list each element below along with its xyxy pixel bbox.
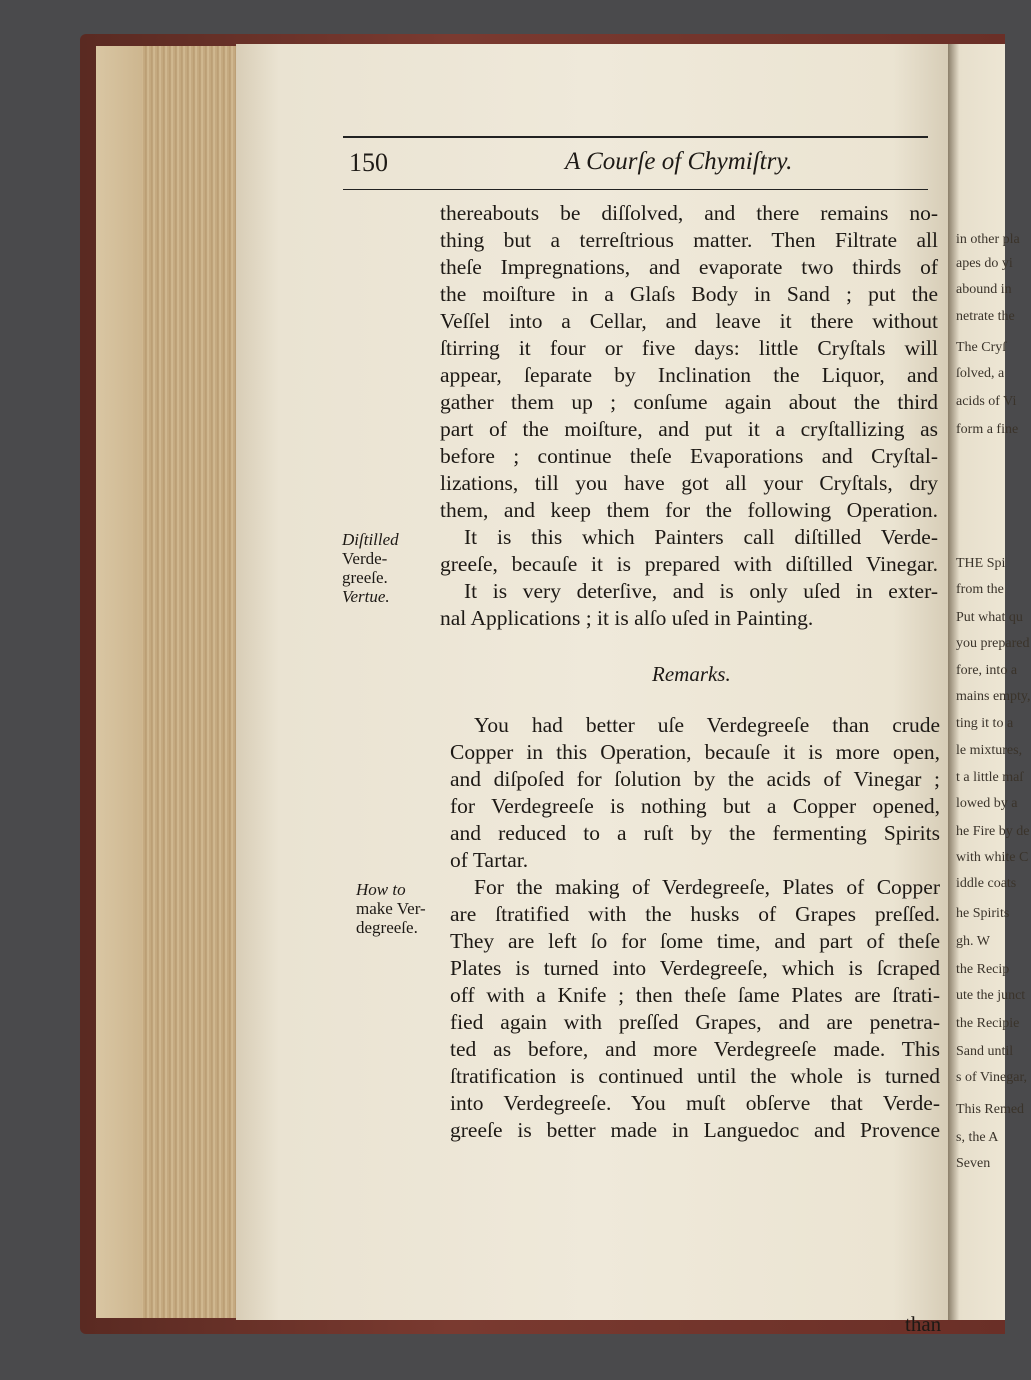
text-line: part of the moiſture, and put it a cryſtallizing as <box>440 417 938 441</box>
text-line: theſe Impregnations, and evaporate two thirds of <box>440 255 938 279</box>
text-line: the moiſture in a Glaſs Body in Sand ; put the <box>440 282 938 306</box>
text-line: and reduced to a ruſt by the fermenting Spirits <box>450 821 940 845</box>
text-line: greeſe is better made in Languedoc and Provence <box>450 1118 940 1142</box>
facing-page-line: mains empty, <box>956 689 1031 704</box>
facing-page-line: lowed by a <box>956 796 1018 811</box>
facing-page-line: iddle coats <box>956 876 1017 891</box>
margin-note-distilled <box>342 530 399 606</box>
margin-note-line: Vertue. <box>342 587 390 606</box>
text-line: are ſtratified with the husks of Grapes preſſed. <box>450 902 940 926</box>
header-rule-top <box>343 136 928 138</box>
facing-page-line: from the <box>956 582 1004 597</box>
text-line: off with a Knife ; then theſe ſame Plates are ſtrati- <box>450 983 940 1007</box>
facing-page-line: fore, into a <box>956 663 1018 678</box>
text-line: of Tartar. <box>450 848 529 872</box>
page-header <box>343 148 933 184</box>
page-number: 150 <box>349 148 388 177</box>
text-line: For the making of Verdegreeſe, Plates of Copper <box>474 875 940 899</box>
facing-page-line: he Fire by de <box>956 824 1030 839</box>
facing-page-line: t a little maſ <box>956 770 1024 785</box>
remarks-text <box>450 712 940 1144</box>
text-line: It is very deterſive, and is only uſed in exter- <box>464 579 938 603</box>
text-line: Plates is turned into Verdegreeſe, which is ſcraped <box>450 956 940 980</box>
header-rule-bottom <box>343 189 928 190</box>
margin-note-line: Verde- <box>342 549 388 568</box>
text-line: and diſpoſed for ſolution by the acids of Vinegar ; <box>450 767 940 791</box>
facing-page-line: form a fine <box>956 422 1019 437</box>
margin-note-line: How to <box>356 880 406 899</box>
facing-page-line: you prepared <box>956 636 1030 651</box>
text-line: appear, ſeparate by Inclination the Liquor, and <box>440 363 938 387</box>
facing-page-line: Put what qu <box>956 610 1023 625</box>
text-line: lizations, till you have got all your Cryſtals, dry <box>440 471 938 495</box>
facing-page-line: the Recip <box>956 962 1010 977</box>
facing-page-line: apes do yi <box>956 256 1013 271</box>
text-line: fied again with preſſed Grapes, and are penetra- <box>450 1010 940 1034</box>
facing-page-line: This Remed <box>956 1102 1025 1117</box>
text-line: thereabouts be diſſolved, and there remains no- <box>440 201 938 225</box>
margin-note-line: make Ver- <box>356 899 426 918</box>
margin-note-line: degreeſe. <box>356 918 418 937</box>
facing-page-line: Seven <box>956 1156 991 1171</box>
text-line: You had better uſe Verdegreeſe than crude <box>474 713 940 737</box>
text-line: into Verdegreeſe. You muſt obſerve that Verde- <box>450 1091 940 1115</box>
facing-page-line: netrate the <box>956 309 1015 324</box>
text-line: It is this which Painters call diſtilled Verde- <box>464 525 938 549</box>
facing-page-line: s, the A <box>956 1130 999 1145</box>
facing-page-line: acids of Vi <box>956 394 1017 409</box>
facing-page-line: s of Vinegar, <box>956 1070 1028 1085</box>
main-text <box>440 200 938 632</box>
facing-page-line: ting it to a <box>956 716 1014 731</box>
fore-edge <box>96 46 142 1318</box>
facing-page-line: the Recipie <box>956 1016 1020 1031</box>
text-line: nal Applications ; it is alſo uſed in Painting. <box>440 606 814 630</box>
text-line: for Verdegreeſe is nothing but a Copper opened, <box>450 794 940 818</box>
facing-page-line: abound in <box>956 282 1012 297</box>
margin-note-line: greeſe. <box>342 568 388 587</box>
text-line: them, and keep them for the following Operation. <box>440 498 938 522</box>
text-line: thing but a terreſtrious matter. Then Filtrate all <box>440 228 938 252</box>
text-line: gather them up ; conſume again about the third <box>440 390 938 414</box>
text-line: Veſſel into a Cellar, and leave it there without <box>440 309 938 333</box>
remarks-heading: Remarks. <box>652 662 731 686</box>
facing-page-line: in other pla <box>956 232 1020 247</box>
text-line: greeſe, becauſe it is prepared with diſtilled Vinegar. <box>440 552 938 576</box>
text-line: before ; continue theſe Evaporations and Cryſtal- <box>440 444 938 468</box>
text-line: ſtratification is continued until the whole is turned <box>450 1064 940 1088</box>
text-line: Copper in this Operation, becauſe it is more open, <box>450 740 940 764</box>
margin-note-how-to <box>356 880 426 937</box>
facing-page <box>948 44 1031 1320</box>
facing-page-line: gh. W <box>956 934 990 949</box>
text-line: ted as before, and more Verdegreeſe made. This <box>450 1037 940 1061</box>
catchword: than <box>905 1312 942 1336</box>
text-line: They are left ſo for ſome time, and part of theſe <box>450 929 940 953</box>
facing-page-line: Sand until <box>956 1044 1014 1059</box>
text-line: ſtirring it four or five days: little Cryſtals will <box>440 336 938 360</box>
margin-note-line: Diſtilled <box>342 530 399 549</box>
facing-page-line: with white C <box>956 850 1029 865</box>
facing-page-line: The Cryſ <box>956 340 1007 355</box>
facing-page-line: ute the junct <box>956 988 1026 1003</box>
facing-page-line: THE Spi <box>956 556 1006 571</box>
facing-page-line: le mixtures, <box>956 743 1023 758</box>
running-title: A Courſe of Chymiſtry. <box>565 148 793 175</box>
facing-page-line: ſolved, a <box>956 366 1005 381</box>
facing-page-line: he Spirits <box>956 906 1010 921</box>
